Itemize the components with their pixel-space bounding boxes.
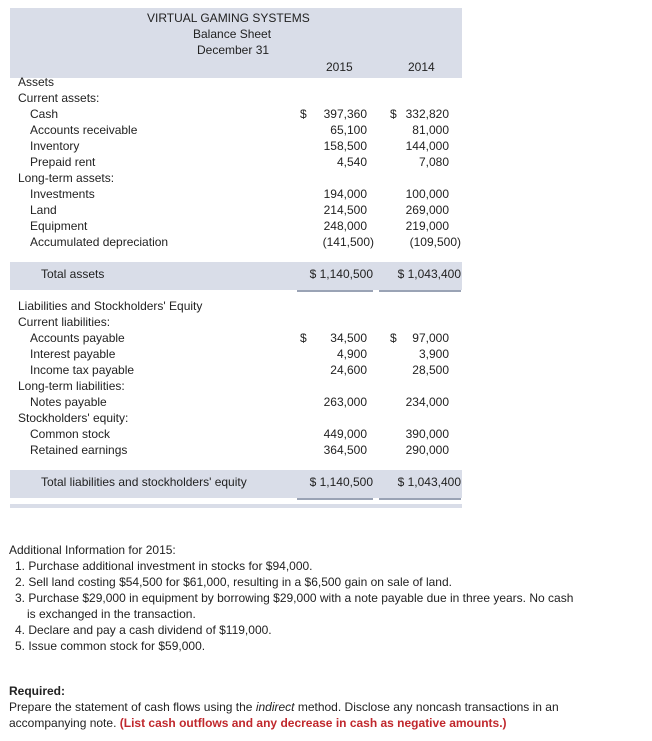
statement-title: Balance Sheet — [193, 27, 272, 41]
value-2015: 449,000 — [323, 427, 367, 441]
total-liabilities-row — [10, 474, 462, 490]
value-2015: 397,360 — [323, 107, 367, 121]
value-2014: 332,820 — [405, 107, 449, 121]
value-2014: 7,080 — [418, 155, 449, 169]
line-item-row — [10, 314, 462, 330]
value-2014: 144,000 — [405, 139, 449, 153]
value-2014: 97,000 — [412, 331, 449, 345]
total-liabilities-rule-2015 — [297, 498, 373, 500]
value-2015: 24,600 — [330, 363, 367, 377]
value-2015: 248,000 — [323, 219, 367, 233]
total-assets-2015: $ 1,140,500 — [309, 267, 373, 281]
value-2014: 269,000 — [405, 203, 449, 217]
total-liabilities-2014: $ 1,043,400 — [397, 475, 461, 489]
required-text: Prepare the statement of cash flows using the — [9, 700, 256, 714]
line-item-row — [10, 442, 462, 458]
line-item-label: Liabilities and Stockholders' Equity — [18, 299, 203, 313]
line-item-row — [10, 218, 462, 234]
line-item-row — [10, 90, 462, 106]
line-item-label: Common stock — [30, 427, 111, 441]
value-2015: 158,500 — [323, 139, 367, 153]
dollar-sign: $ — [390, 107, 397, 121]
line-item-label: Long-term liabilities: — [18, 379, 125, 393]
value-2014: 219,000 — [405, 219, 449, 233]
line-item-row — [10, 346, 462, 362]
line-item-row — [10, 186, 462, 202]
value-2014: 390,000 — [405, 427, 449, 441]
dollar-sign: $ — [300, 107, 307, 121]
column-header-2015: 2015 — [326, 60, 353, 74]
line-item-label: Notes payable — [30, 395, 107, 409]
value-2014: 3,900 — [418, 347, 449, 361]
line-item-label: Cash — [30, 107, 59, 121]
column-header-2014: 2014 — [408, 60, 435, 74]
line-item-row — [10, 154, 462, 170]
additional-info-item-continued: is exchanged in the transaction. — [27, 607, 196, 621]
line-item-label: Interest payable — [30, 347, 116, 361]
required-instruction-line1 — [9, 699, 559, 715]
total-assets-2014: $ 1,043,400 — [397, 267, 461, 281]
line-item-label: Equipment — [30, 219, 88, 233]
line-item-label: Income tax payable — [30, 363, 135, 377]
value-2014: 100,000 — [405, 187, 449, 201]
value-2015: 194,000 — [323, 187, 367, 201]
line-item-label: Land — [30, 203, 57, 217]
value-2014: 81,000 — [412, 123, 449, 137]
value-2015: 4,540 — [336, 155, 367, 169]
line-item-row — [10, 362, 462, 378]
value-2015: 214,500 — [323, 203, 367, 217]
total-liabilities-2015: $ 1,140,500 — [309, 475, 373, 489]
value-2015: 4,900 — [336, 347, 367, 361]
line-item-row — [10, 378, 462, 394]
line-item-label: Assets — [18, 75, 55, 89]
additional-info-item: 4. Declare and pay a cash dividend of $119,000. — [15, 623, 272, 637]
dollar-sign: $ — [300, 331, 307, 345]
total-assets-label: Total assets — [41, 267, 105, 281]
bottom-band — [10, 504, 462, 508]
value-2014: 234,000 — [405, 395, 449, 409]
statement-date: December 31 — [197, 43, 270, 57]
value-2015: 364,500 — [323, 443, 367, 457]
line-item-label: Inventory — [30, 139, 80, 153]
additional-info-item: 3. Purchase $29,000 in equipment by borrowing $29,000 with a note payable due in three years. No cash — [15, 591, 574, 605]
line-item-label: Prepaid rent — [30, 155, 96, 169]
dollar-sign: $ — [390, 331, 397, 345]
line-item-row — [10, 122, 462, 138]
value-2015: 65,100 — [330, 123, 367, 137]
value-2014: 290,000 — [405, 443, 449, 457]
line-item-row — [10, 202, 462, 218]
additional-info-item: 1. Purchase additional investment in stocks for $94,000. — [15, 559, 313, 573]
value-2015: 263,000 — [323, 395, 367, 409]
additional-info-item: 5. Issue common stock for $59,000. — [15, 639, 206, 653]
required-text: accompanying note. — [9, 716, 120, 730]
line-item-row — [10, 106, 462, 122]
additional-info-title: Additional Information for 2015: — [9, 543, 176, 557]
line-item-label: Stockholders' equity: — [18, 411, 129, 425]
line-item-row — [10, 410, 462, 426]
value-2015: 34,500 — [330, 331, 367, 345]
total-assets-rule-2014 — [379, 290, 461, 292]
balance-sheet-header — [10, 8, 462, 78]
required-note: (List cash outflows and any decrease in cash as negative amounts.) — [119, 716, 507, 730]
line-item-label: Accumulated depreciation — [30, 235, 169, 249]
value-2014: (109,500) — [409, 235, 461, 249]
required-text: method. Disclose any noncash transactions in an — [294, 700, 559, 714]
line-item-label: Investments — [30, 187, 95, 201]
line-item-row — [10, 74, 462, 90]
line-item-label: Current assets: — [18, 91, 100, 105]
line-item-label: Accounts payable — [30, 331, 125, 345]
line-item-label: Retained earnings — [30, 443, 128, 457]
line-item-label: Long-term assets: — [18, 171, 115, 185]
line-item-row — [10, 394, 462, 410]
total-liabilities-label: Total liabilities and stockholders' equity — [41, 475, 247, 489]
value-2014: 28,500 — [412, 363, 449, 377]
line-item-label: Current liabilities: — [18, 315, 111, 329]
required-instruction-line2 — [9, 715, 507, 731]
total-liabilities-rule-2014 — [379, 498, 461, 500]
total-assets-rule-2015 — [297, 290, 373, 292]
line-item-row — [10, 138, 462, 154]
line-item-row — [10, 170, 462, 186]
total-assets-row — [10, 266, 462, 282]
required-title: Required: — [9, 684, 66, 698]
line-item-row — [10, 426, 462, 442]
value-2015: (141,500) — [322, 235, 374, 249]
required-method: indirect — [255, 700, 295, 714]
company-name: VIRTUAL GAMING SYSTEMS — [147, 11, 310, 25]
line-item-row — [10, 298, 462, 314]
balance-sheet — [10, 8, 462, 489]
line-item-row — [10, 234, 462, 250]
line-item-row — [10, 330, 462, 346]
additional-info-item: 2. Sell land costing $54,500 for $61,000, resulting in a $6,500 gain on sale of land. — [15, 575, 452, 589]
line-item-label: Accounts receivable — [30, 123, 138, 137]
